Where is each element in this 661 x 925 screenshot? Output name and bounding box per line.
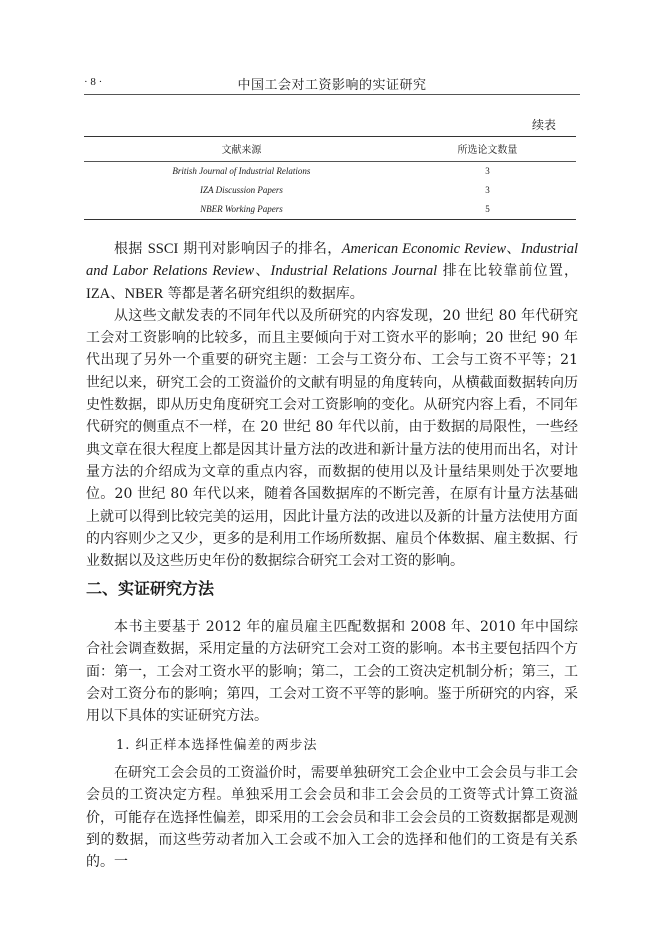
- text-run: 等都是著名研究组织的数据库。: [163, 285, 364, 302]
- journal-name: Industrial and Labor Relations Review: [86, 241, 579, 280]
- column-header-source: 文献来源: [84, 137, 399, 162]
- text-run-ssci: SSCI: [147, 241, 179, 257]
- text-run: 排在比较靠前位置，: [437, 263, 578, 280]
- page-header: [84, 74, 580, 94]
- running-title: 中国工会对工资影响的实证研究: [237, 78, 427, 93]
- source-cell: British Journal of Industrial Relations: [172, 166, 311, 176]
- text-run: 期刊对影响因子的排名，: [178, 241, 342, 257]
- table-header-row: [84, 137, 576, 162]
- text-run-orgs: IZA、NBER: [86, 285, 164, 302]
- table-row: [84, 162, 576, 182]
- page-number: · 8 ·: [84, 76, 103, 88]
- body-block-1: [86, 238, 578, 572]
- paragraph-two-step-method: 在研究工会会员的工资溢价时，需要单独研究工会企业中工会会员与非工会会员的工资决定方程。单独采用工会会员和非工会会员的工资等式计算工资溢价，可能存在选择性偏差，即采用的工会会员和非工会会员的工资数据都是观测到的数据，而这些劳动者加入工会或不加入工会的选择和他们的工资是有关系的。一: [86, 765, 578, 871]
- source-cell: IZA Discussion Papers: [200, 185, 283, 195]
- count-cell: 3: [485, 185, 490, 195]
- table-row: [84, 200, 576, 220]
- section-heading: 二、实证研究方法: [86, 579, 215, 598]
- journal-name: Industrial Relations Journal: [270, 263, 438, 280]
- text-run: 根据: [114, 241, 148, 257]
- body-block-2: [86, 616, 578, 727]
- paragraph-literature-trends: 从这些文献发表的不同年代以及所研究的内容发现，20 世纪 80 年代研究工会对工资影响的比较多，而且主要倾向于对工资水平的影响；20 世纪 90 年代出现了另外一个重要的研究主题：工会与工资分布、工会与工资不平等；21 世纪以来，研究工会的工资溢价的文献有明显的角度转向，从横截面数据转向历史性数据，即从历史角度研究工会对工资影响的变化。从研究内容上看，不同年代研究的侧重点不一样，在 20 世纪 80 年代以前，由于数据的局限性，一些经典文章在很大程度上都是因其计量方法的改进和新计量方法的使用而出名，对计量方法的介绍成为文章的重点内容，而数据的使用以及计量结果则处于次要地位。20 世纪 80 年代以来，随着各国数据库的不断完善，在原有计量方法基础上就可以得到比较完美的运用，因此计量方法的改进以及新的计量方法使用方面的内容则少之又少，更多的是利用工作场所数据、雇员个体数据、雇主数据、行业数据以及这些历史年份的数据综合研究工会对工资的影响。: [86, 307, 578, 570]
- column-header-count: 所选论文数量: [399, 137, 576, 162]
- paragraph-ssci-ranking: [86, 238, 578, 305]
- paragraph-research-scope: 本书主要基于 2012 年的雇员雇主匹配数据和 2008 年、2010 年中国综合社会调查数据，采用定量的方法研究工会对工资的影响。本书主要包括四个方面：第一，工会对工资水平的影响；第二，工会的工资决定机制分析；第三，工会对工资分布的影响；第四，工会对工资不平等的影响。鉴于所研究的内容，采用以下具体的实证研究方法。: [86, 619, 578, 725]
- literature-source-table: [84, 136, 576, 220]
- body-block-3: [86, 762, 578, 873]
- table-caption: 续表: [531, 118, 556, 132]
- count-cell: 3: [485, 166, 490, 176]
- header-rule: [84, 94, 580, 95]
- source-cell: NBER Working Papers: [84, 200, 399, 220]
- text-run: 、: [254, 263, 271, 280]
- count-cell: 5: [399, 200, 576, 220]
- table-row: [84, 181, 576, 200]
- journal-name: American Economic Review: [341, 241, 506, 257]
- text-run: 、: [506, 241, 521, 257]
- sub-heading: 1. 纠正样本选择性偏差的两步法: [116, 738, 318, 753]
